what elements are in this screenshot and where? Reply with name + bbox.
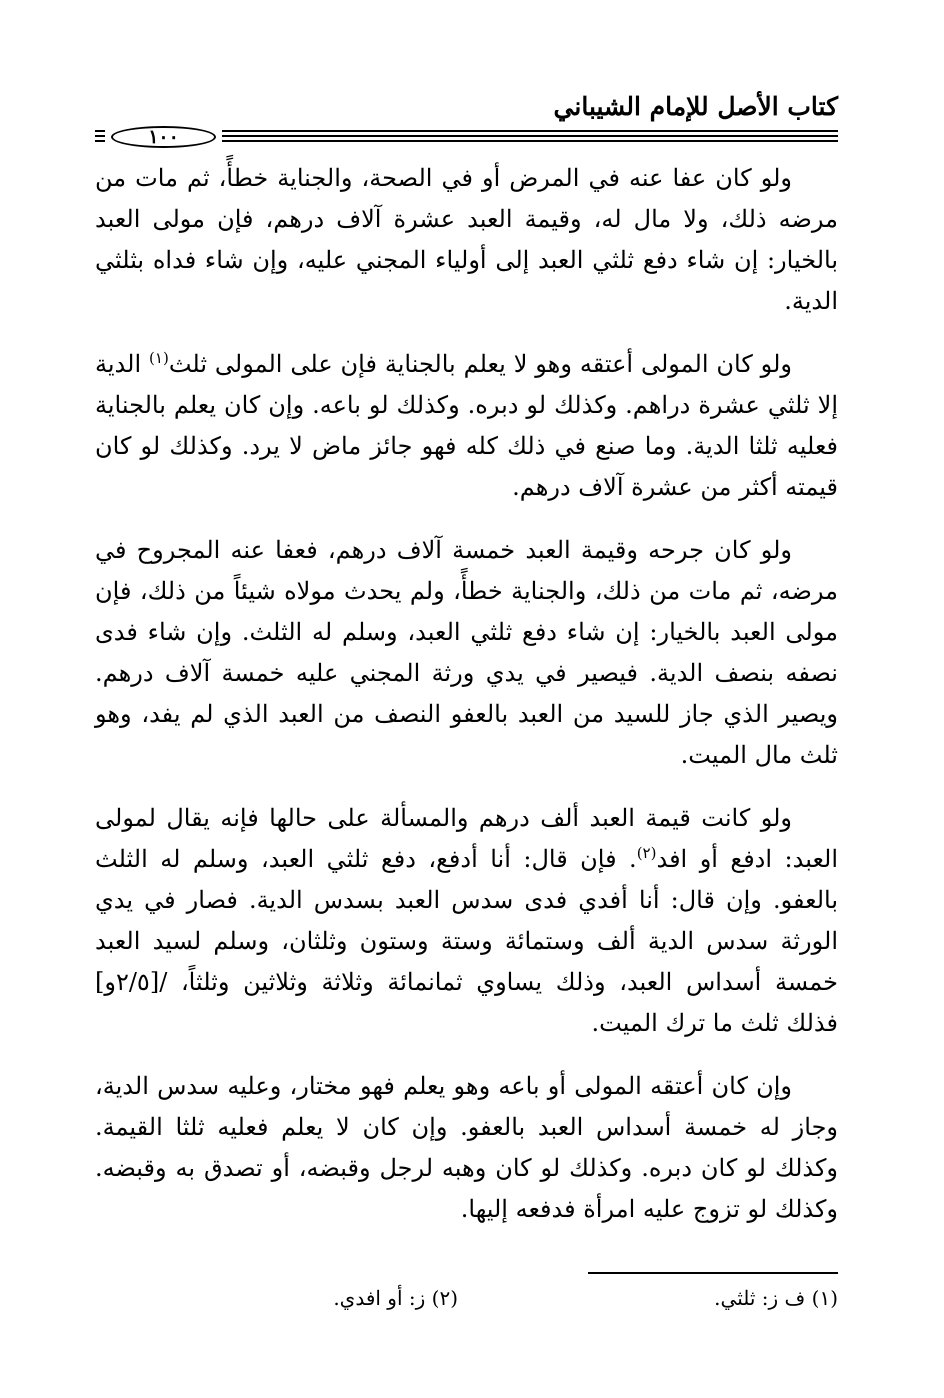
paragraph-text: الدية إلا ثلثي عشرة دراهم. وكذلك لو دبره. وكذلك لو باعه. وإن كان يعلم بالجناية فعليه ثلثا الدية. وما صنع في ذلك كله فهو جائز ماض لا يرد. وكذلك لو كان قيمته أكثر من عشرة آلاف درهم. bbox=[95, 350, 838, 501]
paragraph-5: وإن كان أعتقه المولى أو باعه وهو يعلم فهو مختار، وعليه سدس الدية، وجاز له خمسة أسداس العبد بالعفو. وإن كان لا يعلم فعليه ثلثا القيمة. وكذلك لو كان دبره. وكذلك لو كان وهبه لرجل وقبضه، أو تصدق به وقبضه. وكذلك لو تزوج عليه امرأة فدفعه إليها. bbox=[95, 1072, 838, 1223]
footnotes bbox=[95, 1286, 838, 1316]
paragraph-3: ولو كان جرحه وقيمة العبد خمسة آلاف درهم، فعفا عنه المجروح في مرضه، ثم مات من ذلك، والجناية خطأً، ولم يحدث مولاه شيئاً من ذلك، فإن مولى العبد بالخيار: إن شاء دفع ثلثي العبد، وسلم له الثلث. وإن شاء فدى نصفه بنصف الدية. فيصير في يدي ورثة المجني عليه خمسة آلاف درهم. ويصير الذي جاز للسيد من العبد بالعفو النصف من العبد الذي لم يفد، وهو ثلث مال الميت. bbox=[95, 536, 838, 769]
paragraph-text: ولو كان المولى أعتقه وهو لا يعلم بالجناية فإن على المولى ثلث bbox=[168, 350, 792, 378]
footnote-separator bbox=[588, 1272, 838, 1274]
paragraph-1: ولو كان عفا عنه في المرض أو في الصحة، والجناية خطأً، ثم مات من مرضه ذلك، ولا مال له، وقيمة العبد عشرة آلاف درهم، فإن مولى العبد بالخيار: إن شاء دفع ثلثي العبد إلى أولياء المجني عليه، وإن شاء فداه بثلثي الدية. bbox=[95, 164, 838, 315]
main-text bbox=[95, 158, 838, 1252]
page-number: ١٠٠ bbox=[111, 126, 216, 148]
paragraph-4 bbox=[95, 798, 838, 1044]
footnote-2: (٢) ز: أو افدي. bbox=[333, 1286, 458, 1310]
paragraph-text: . فإن قال: أنا أدفع، دفع ثلثي العبد، وسلم له الثلث بالعفو. وإن قال: أنا أفدي فدى سدس العبد بسدس الدية. فصار في يدي الورثة سدس الدية ألف وستمائة وستة وستون وثلثان، وسلم لسيد العبد خمسة أسداس العبد، وذلك يساوي ثمانمائة وثلاثة وثلاثين وثلثاً، /[٢/٥و] فذلك ثلث ما ترك الميت. bbox=[95, 845, 838, 1037]
footnote-1: (١) ف ز: ثلثي. bbox=[714, 1286, 838, 1310]
page-number-frame bbox=[105, 126, 222, 148]
header-rule bbox=[95, 126, 838, 148]
paragraph-2 bbox=[95, 344, 838, 508]
book-page bbox=[95, 0, 838, 1398]
footnote-reference-2: (٢) bbox=[636, 844, 657, 862]
footnote-reference-1: (١) bbox=[149, 349, 169, 367]
page-header bbox=[95, 92, 838, 152]
book-title: كتاب الأصل للإمام الشيباني bbox=[553, 92, 838, 121]
paragraph-text: ولو كانت قيمة العبد ألف درهم والمسألة على حالها فإنه يقال لمولى العبد: ادفع أو افد bbox=[95, 804, 839, 873]
